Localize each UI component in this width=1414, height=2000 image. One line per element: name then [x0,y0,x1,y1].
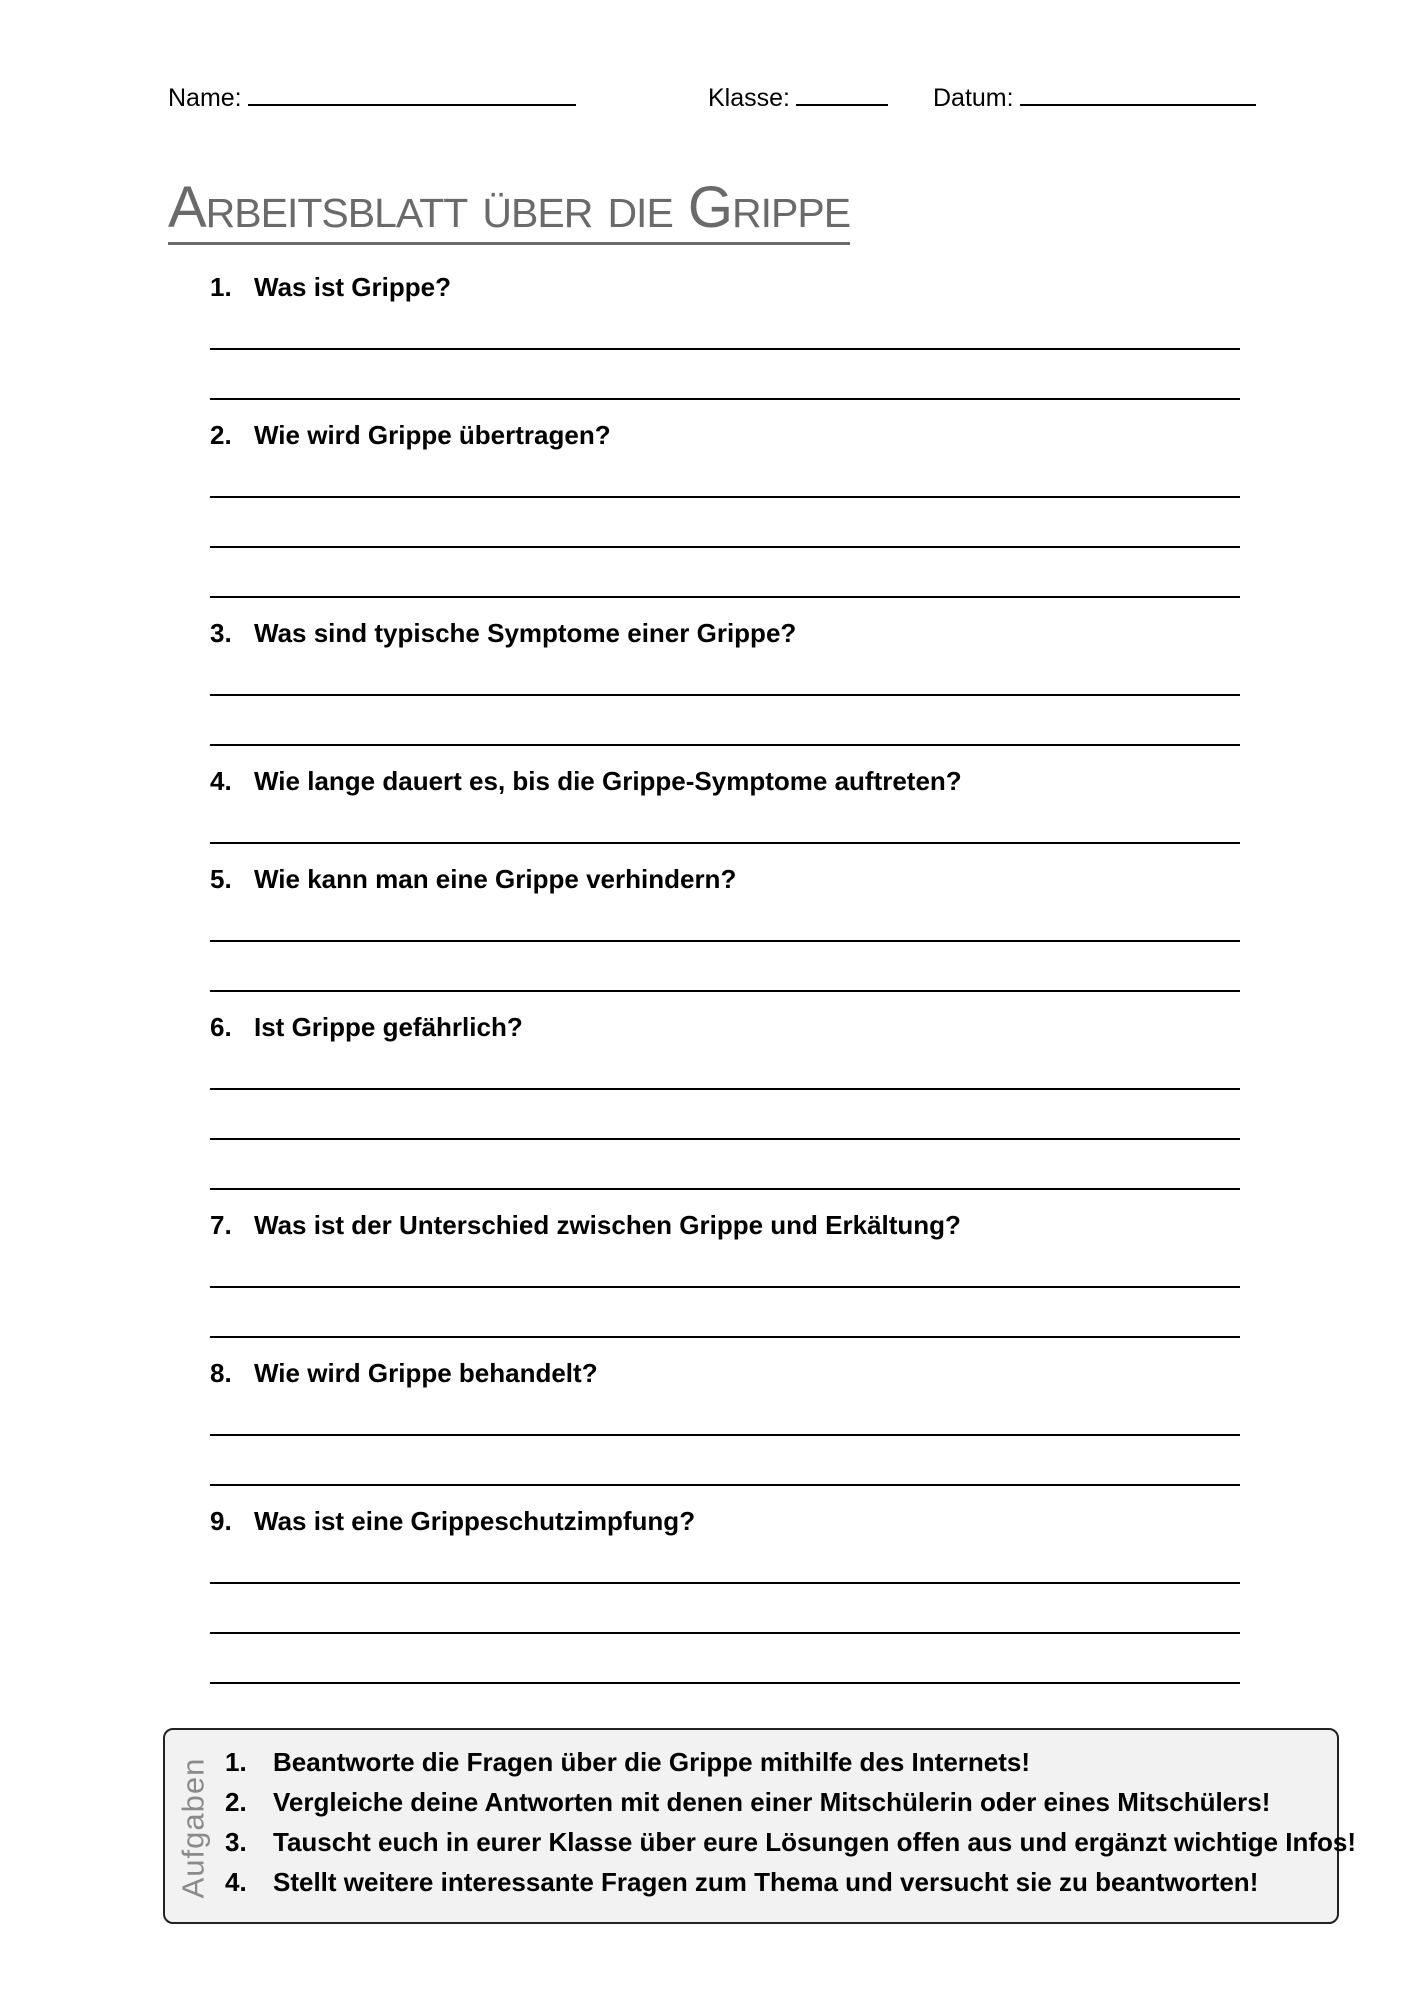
answer-line[interactable] [210,496,1240,498]
answer-line[interactable] [210,940,1240,942]
task-item [225,1742,1356,1782]
answer-line[interactable] [210,596,1240,598]
question-list [210,270,1240,1702]
question-label: Was ist eine Grippeschutzimpfung? [254,1505,696,1536]
tasks-box [163,1728,1357,1924]
answer-line[interactable] [210,398,1240,400]
answer-line[interactable] [210,1682,1240,1684]
task-text: Tauscht euch in eurer Klasse über eure Lösungen offen aus und ergänzt wichtige Infos! [273,1826,1357,1857]
answer-line[interactable] [210,842,1240,844]
question-item [210,1208,1240,1338]
question-text [210,1208,1240,1242]
answer-line[interactable] [210,694,1240,696]
question-number: 6. [210,1011,232,1042]
tasks-label-text: Aufgaben [175,1757,211,1899]
question-text [210,1504,1240,1538]
question-label: Was ist Grippe? [254,271,451,302]
question-number: 9. [210,1505,232,1536]
answer-line[interactable] [210,348,1240,350]
question-number: 4. [210,765,232,796]
question-label: Ist Grippe gefährlich? [254,1011,523,1042]
question-item [210,1356,1240,1486]
name-field [168,80,576,113]
question-number: 8. [210,1357,232,1388]
answer-line[interactable] [210,1088,1240,1090]
name-label: Name: [168,84,242,112]
answer-line[interactable] [210,1484,1240,1486]
name-blank[interactable] [248,80,576,106]
datum-field [933,80,1256,113]
answer-line[interactable] [210,1188,1240,1190]
question-item [210,1504,1240,1684]
answer-line[interactable] [210,1286,1240,1288]
answer-line[interactable] [210,1138,1240,1140]
klasse-blank[interactable] [796,80,888,106]
task-number: 4. [225,1866,247,1897]
question-number: 2. [210,419,232,450]
task-number: 2. [225,1786,247,1817]
answer-line[interactable] [210,1434,1240,1436]
datum-blank[interactable] [1020,80,1256,106]
task-text: Stellt weitere interessante Fragen zum Thema und versucht sie zu beantworten! [273,1866,1259,1897]
question-text [210,418,1240,452]
datum-label: Datum: [933,84,1014,112]
header-fields [168,80,1246,120]
task-text: Vergleiche deine Antworten mit denen einer Mitschülerin oder eines Mitschülers! [273,1786,1271,1817]
question-number: 5. [210,863,232,894]
question-text [210,270,1240,304]
answer-line[interactable] [210,1632,1240,1634]
answer-line[interactable] [210,744,1240,746]
question-number: 7. [210,1209,232,1240]
answer-line[interactable] [210,546,1240,548]
task-item [225,1782,1356,1822]
task-item [225,1862,1356,1902]
answer-line[interactable] [210,1582,1240,1584]
question-item [210,418,1240,598]
task-text: Beantworte die Fragen über die Grippe mithilfe des Internets! [273,1746,1031,1777]
question-item [210,270,1240,400]
answer-line[interactable] [210,1336,1240,1338]
tasks-list [225,1742,1356,1902]
task-item [225,1822,1356,1862]
klasse-label: Klasse: [708,84,790,112]
question-text [210,1010,1240,1044]
question-number: 1. [210,271,232,302]
klasse-field [708,80,888,113]
question-item [210,616,1240,746]
page-title: Arbeitsblatt über die Grippe [168,176,850,245]
task-number: 1. [225,1746,247,1777]
question-item [210,862,1240,992]
question-label: Was sind typische Symptome einer Grippe? [254,617,797,648]
question-item [210,764,1240,844]
question-text [210,862,1240,896]
question-number: 3. [210,617,232,648]
question-label: Wie wird Grippe behandelt? [254,1357,598,1388]
task-number: 3. [225,1826,247,1857]
question-label: Wie wird Grippe übertragen? [254,419,611,450]
question-label: Was ist der Unterschied zwischen Grippe und Erkältung? [254,1209,961,1240]
question-text [210,1356,1240,1390]
tasks-label [165,1730,221,1926]
question-text [210,764,1240,798]
answer-line[interactable] [210,990,1240,992]
question-label: Wie kann man eine Grippe verhindern? [254,863,737,894]
question-item [210,1010,1240,1190]
question-text [210,616,1240,650]
question-label: Wie lange dauert es, bis die Grippe-Symptome auftreten? [254,765,962,796]
